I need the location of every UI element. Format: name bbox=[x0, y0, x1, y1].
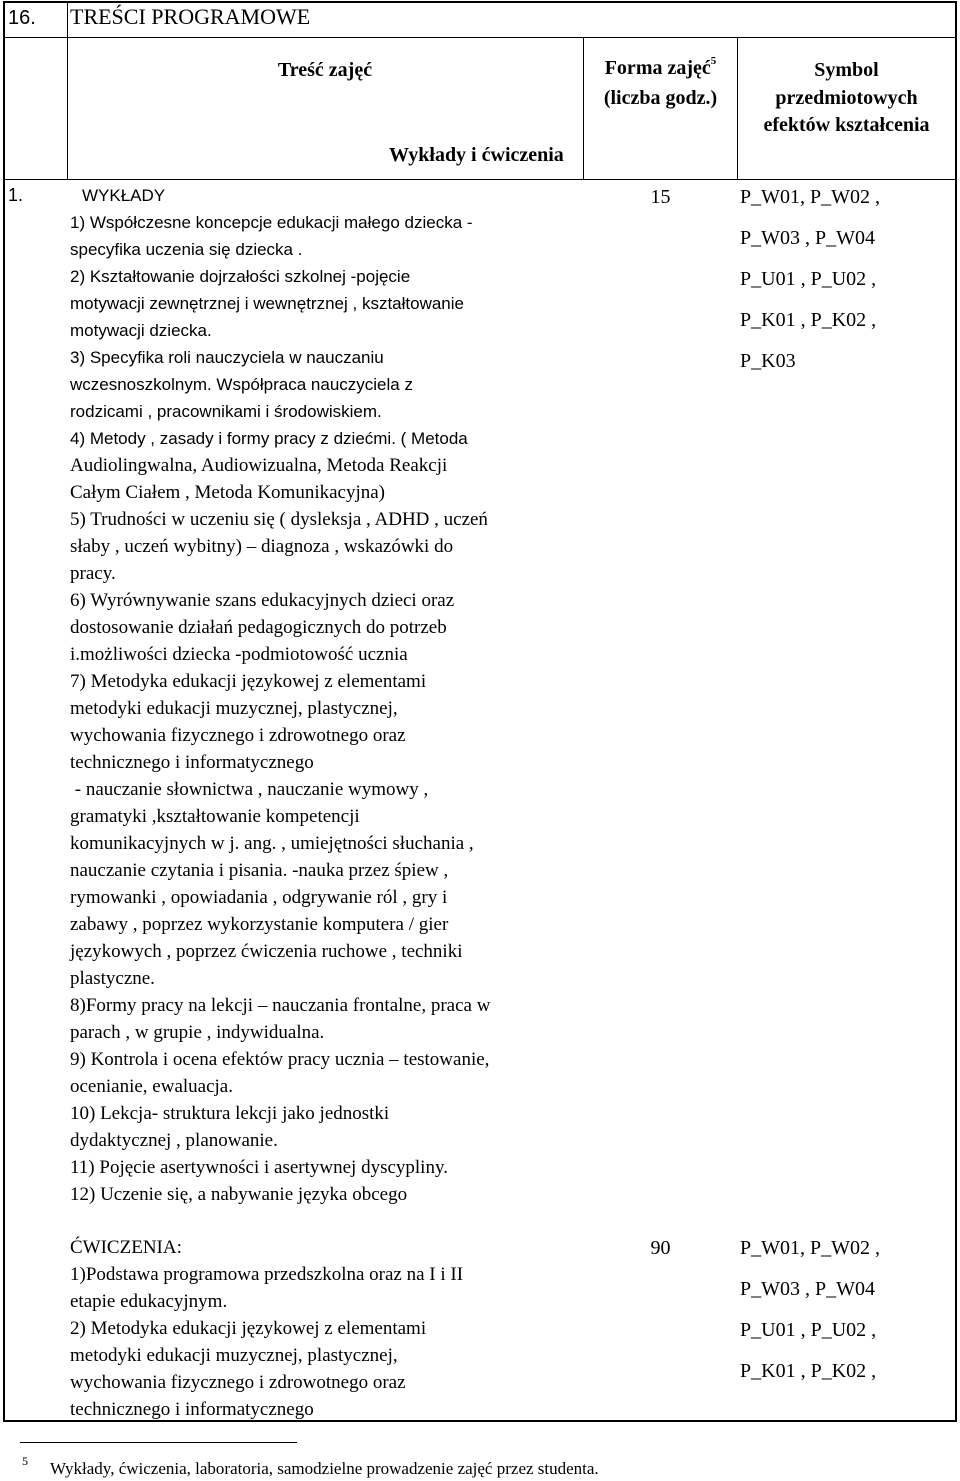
list-item: 5) Trudności w uczeniu się ( dysleksja , ADHD , uczeń bbox=[70, 509, 488, 530]
row-number: 1. bbox=[8, 185, 24, 205]
list-item: 12) Uczenie się, a nabywanie języka obcego bbox=[70, 1184, 408, 1205]
section-number: 16. bbox=[8, 7, 36, 29]
footnote-mark: 5 bbox=[22, 1454, 28, 1468]
list-item: 3) Specyfika roli nauczyciela w nauczaniu bbox=[70, 348, 384, 367]
list-item: 2) Metodyka edukacji językowej z elementami bbox=[70, 1318, 427, 1339]
list-item: wychowania fizycznego i zdrowotnego oraz bbox=[70, 725, 406, 746]
list-item: 2) Kształtowanie dojrzałości szkolnej -pojęcie bbox=[70, 267, 411, 286]
list-item: pracy. bbox=[70, 563, 116, 584]
list-item: WYKŁADY bbox=[82, 186, 166, 205]
list-item: specyfika uczenia się dziecka . bbox=[70, 240, 303, 259]
list-item: 9) Kontrola i ocena efektów pracy ucznia – testowanie, bbox=[70, 1049, 490, 1070]
list-item: 6) Wyrównywanie szans edukacyjnych dzieci oraz bbox=[70, 590, 455, 611]
symbol-entry: P_K01 , P_K02 , bbox=[740, 309, 877, 331]
symbol-entry: P_K03 bbox=[740, 350, 796, 372]
list-item: dydaktycznej , planowanie. bbox=[70, 1130, 278, 1151]
header-row-divider bbox=[3, 179, 957, 180]
list-item: 8)Formy pracy na lekcji – nauczania frontalne, praca w bbox=[70, 995, 491, 1016]
list-item: 10) Lekcja- struktura lekcji jako jednostki bbox=[70, 1103, 390, 1124]
section-row-divider bbox=[3, 37, 957, 38]
list-item: Całym Ciałem , Metoda Komunikacyjna) bbox=[70, 482, 386, 503]
list-item: gramatyki ,kształtowanie kompetencji bbox=[70, 806, 360, 827]
form-column-header-line2: (liczba godz.) bbox=[603, 87, 718, 109]
table-border-right bbox=[955, 1, 957, 1422]
content-subheader: Wykłady i ćwiczenia bbox=[389, 144, 564, 166]
symbol-entry: P_K01 , P_K02 , bbox=[740, 1360, 877, 1382]
list-item: etapie edukacyjnym. bbox=[70, 1291, 228, 1312]
list-item: plastyczne. bbox=[70, 968, 155, 989]
list-item: rymowanki , opowiadania , odgrywanie ról , gry i bbox=[70, 887, 448, 908]
form-footnote-mark: 5 bbox=[710, 55, 717, 67]
list-item: 7) Metodyka edukacji językowej z elementami bbox=[70, 671, 427, 692]
number-column-divider bbox=[67, 1, 68, 180]
symbol-entry: P_W03 , P_W04 bbox=[740, 227, 875, 249]
exercise-hours: 90 bbox=[650, 1237, 671, 1259]
lecture-topics-sans bbox=[70, 182, 473, 452]
form-column-header bbox=[584, 55, 737, 79]
lecture-symbols bbox=[740, 185, 880, 390]
table-border-left bbox=[3, 1, 5, 1422]
exercise-symbols bbox=[740, 1236, 880, 1400]
list-item: nauczanie czytania i pisania. -nauka przez śpiew , bbox=[70, 860, 449, 881]
list-item: motywacji dziecka. bbox=[70, 321, 212, 340]
symbol-column-divider bbox=[737, 37, 738, 180]
list-item: 4) Metody , zasady i formy pracy z dziećmi. ( Metoda bbox=[70, 429, 468, 448]
list-item: rodzicami , pracownikami i środowiskiem. bbox=[70, 402, 382, 421]
section-title: TREŚCI PROGRAMOWE bbox=[70, 4, 311, 29]
form-header-line1: Forma zajęć bbox=[604, 57, 711, 79]
list-item: 11) Pojęcie asertywności i asertywnej dyscypliny. bbox=[70, 1157, 448, 1178]
list-item: metodyki edukacji muzycznej, plastycznej, bbox=[70, 698, 398, 719]
list-item: - nauczanie słownictwa , nauczanie wymowy , bbox=[70, 779, 429, 800]
list-item: wychowania fizycznego i zdrowotnego oraz bbox=[70, 1372, 406, 1393]
symbol-entry: P_W01, P_W02 , bbox=[740, 1237, 880, 1259]
footnote-separator bbox=[20, 1442, 297, 1443]
lecture-topics-serif bbox=[70, 452, 490, 1208]
symbol-entry: P_U01 , P_U02 , bbox=[740, 1319, 877, 1341]
content-column-header: Treść zajęć bbox=[277, 59, 373, 81]
list-item: technicznego i informatycznego bbox=[70, 1399, 314, 1420]
symbol-column-header-line2: przedmiotowych bbox=[775, 87, 918, 109]
table-border-top bbox=[3, 1, 957, 3]
list-item: parach , w grupie , indywidualna. bbox=[70, 1022, 325, 1043]
symbol-column-header-line3: efektów kształcenia bbox=[763, 114, 930, 136]
list-item: Audiolingwalna, Audiowizualna, Metoda Reakcji bbox=[70, 455, 448, 476]
list-item: wczesnoszkolnym. Współpraca nauczyciela z bbox=[70, 375, 413, 394]
list-item: technicznego i informatycznego bbox=[70, 752, 314, 773]
symbol-column-header-line1: Symbol bbox=[814, 59, 879, 81]
list-item: zabawy , poprzez wykorzystanie komputera / gier bbox=[70, 914, 449, 935]
list-item: 1)Podstawa programowa przedszkolna oraz na I i II bbox=[70, 1264, 464, 1285]
list-item: dostosowanie działań pedagogicznych do potrzeb bbox=[70, 617, 447, 638]
list-item: 1) Współczesne koncepcje edukacji małego dziecka - bbox=[70, 213, 473, 232]
list-item: ocenianie, ewaluacja. bbox=[70, 1076, 233, 1097]
symbol-entry: P_W01, P_W02 , bbox=[740, 186, 880, 208]
list-item: językowych , poprzez ćwiczenia ruchowe , techniki bbox=[70, 941, 463, 962]
list-item: ĆWICZENIA: bbox=[70, 1237, 182, 1258]
symbol-entry: P_U01 , P_U02 , bbox=[740, 268, 877, 290]
list-item: motywacji zewnętrznej i wewnętrznej , kształtowanie bbox=[70, 294, 464, 313]
list-item: i.możliwości dziecka -podmiotowość ucznia bbox=[70, 644, 408, 665]
footnote-text: Wykłady, ćwiczenia, laboratoria, samodzielne prowadzenie zajęć przez studenta. bbox=[50, 1459, 599, 1478]
list-item: komunikacyjnych w j. ang. , umiejętności słuchania , bbox=[70, 833, 474, 854]
symbol-entry: P_W03 , P_W04 bbox=[740, 1278, 875, 1300]
list-item: metodyki edukacji muzycznej, plastycznej, bbox=[70, 1345, 398, 1366]
exercise-topics bbox=[70, 1234, 463, 1423]
list-item: słaby , uczeń wybitny) – diagnoza , wskazówki do bbox=[70, 536, 454, 557]
lecture-hours: 15 bbox=[650, 186, 671, 208]
